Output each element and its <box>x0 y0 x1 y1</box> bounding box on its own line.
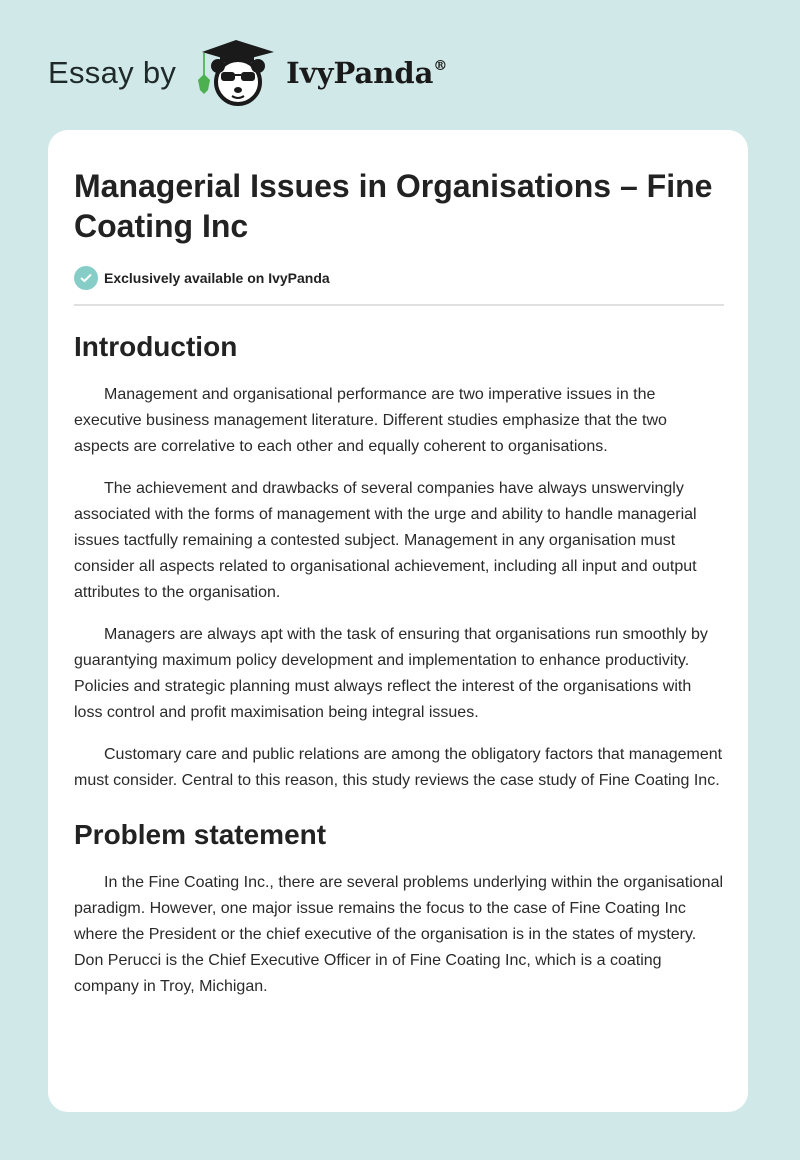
registered-mark: ® <box>433 58 448 74</box>
divider <box>74 304 724 306</box>
check-icon <box>74 266 98 290</box>
exclusive-badge <box>74 266 724 290</box>
site-header <box>48 38 447 108</box>
paragraph: Management and organisational performance are two imperative issues in the executive business management literature. Different studies emphasize that the two aspects are correlative to each other and equally coherent to organisations. <box>74 386 667 455</box>
section-heading-problem-statement: Problem statement <box>74 819 327 850</box>
paragraph: Managers are always apt with the task of ensuring that organisations run smoothly by guarantying maximum policy development and implementation to enhance productivity. Policies and strategic planning must always reflect the interest of the organisations with loss control and profit maximisation being integral issues. <box>74 626 708 721</box>
exclusive-text: Exclusively available on IvyPanda <box>104 270 330 286</box>
page-title: Managerial Issues in Organisations – Fine Coating Inc <box>74 168 713 244</box>
paragraph: Customary care and public relations are among the obligatory factors that management must consider. Central to this reason, this study reviews the case study of Fine Coating Inc. <box>74 746 723 789</box>
paragraph: The achievement and drawbacks of several companies have always unswervingly associated with the forms of management with the urge and ability to handle managerial issues tactfully remaining a contested subject. Management in any organisation must consider all aspects related to organisational achievement, including all input and output attributes to the organisation. <box>74 480 697 601</box>
brand-text: IvyPanda <box>286 56 434 90</box>
essay-by-label: Essay by <box>48 55 177 90</box>
brand-name[interactable] <box>286 56 447 90</box>
section-heading-introduction: Introduction <box>74 331 238 362</box>
essay-card <box>48 130 748 1112</box>
paragraph: In the Fine Coating Inc., there are several problems underlying within the organisational paradigm. However, one major issue remains the focus to the case of Fine Coating Inc where the President or the chief executive of the organisation is in the states of mystery. Don Perucci is the Chief Executive Officer in of Fine Coating Inc, which is a coating company in Troy, Michigan. <box>74 874 724 995</box>
ivypanda-logo-icon[interactable] <box>194 38 278 108</box>
essay-content <box>74 166 724 1016</box>
